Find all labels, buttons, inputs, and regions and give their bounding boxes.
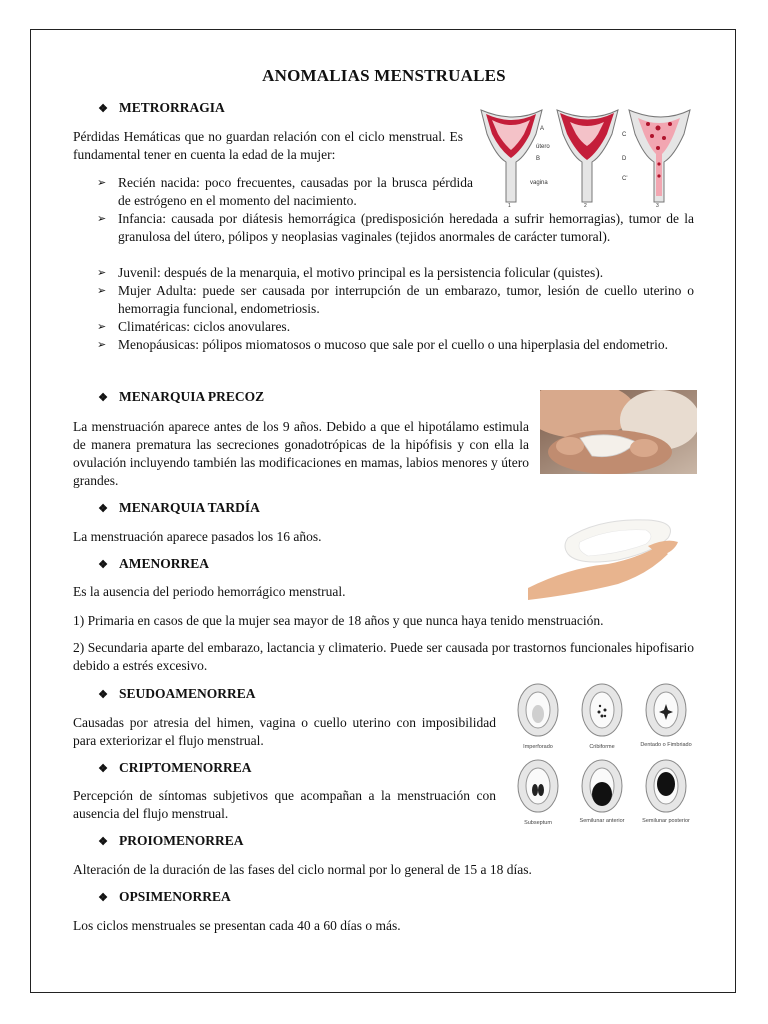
list-item: ➢ Infancia: causada por diátesis hemorrágica (predisposición heredada a sufrir hemorragias), tumor de la granulosa del útero, pólipos y neoplasias vaginales (tejidos anormales de carácter tumoral).	[97, 211, 694, 244]
svg-text:Semilunar anterior: Semilunar anterior	[579, 818, 625, 824]
heading-seudoamenorrea: ❖ SEUDOAMENORREA	[98, 686, 256, 701]
svg-text:vagina: vagina	[530, 180, 548, 186]
svg-text:3: 3	[656, 203, 659, 208]
heading-opsimenorrea: ❖ OPSIMENORREA	[98, 889, 231, 904]
list-item: ➢ Juvenil: después de la menarquia, el motivo principal es la persistencia folicular (quistes).	[97, 265, 604, 280]
heading-proiomenorrea: ❖ PROIOMENORREA	[98, 833, 244, 848]
svg-text:Cribiforme: Cribiforme	[589, 744, 615, 750]
diamond-bullet-icon: ❖	[98, 502, 108, 515]
svg-text:B: B	[536, 156, 541, 162]
arrow-bullet-icon: ➢	[97, 339, 107, 351]
proiomenorrea-text: Alteración de la duración de las fases del ciclo normal por lo general de 15 a 18 días.	[73, 862, 532, 877]
diamond-bullet-icon: ❖	[98, 891, 108, 904]
document-title: ANOMALIAS MENSTRUALES	[262, 66, 506, 85]
svg-text:2: 2	[584, 203, 587, 208]
svg-text:Semilunar posterior: Semilunar posterior	[642, 818, 690, 824]
heading-criptomenorrea: ❖ CRIPTOMENORREA	[98, 760, 252, 775]
svg-text:Subseptum: Subseptum	[524, 820, 552, 826]
metrorragia-intro: Pérdidas Hemáticas que no guardan relación con el ciclo menstrual. Es fundamental tener en cuenta la edad de la mujer:	[73, 129, 463, 162]
photo-hand-with-pad	[528, 498, 698, 600]
svg-text:C': C'	[622, 176, 628, 182]
arrow-bullet-icon: ➢	[97, 321, 107, 333]
diamond-bullet-icon: ❖	[98, 391, 108, 404]
svg-text:útero: útero	[536, 144, 550, 150]
heading-menarquia-precoz: ❖ MENARQUIA PRECOZ	[98, 389, 265, 404]
heading-amenorrea: ❖ AMENORREA	[98, 556, 209, 571]
photo-girl-with-pad	[540, 390, 697, 474]
arrow-bullet-icon: ➢	[97, 267, 107, 279]
list-item: ➢ Menopáusicas: pólipos miomatosos o mucoso que sale por el cuello o una hiperplasia del endometrio.	[97, 337, 669, 352]
hymen-types-figure	[508, 680, 696, 832]
list-item: ➢ Recién nacida: poco frecuentes, causadas por la brusca pérdida de estrógeno en el momento del nacimiento.	[97, 175, 473, 208]
svg-text:Imperforado: Imperforado	[523, 744, 553, 750]
svg-text:Dentado o Fimbriado: Dentado o Fimbriado	[640, 742, 692, 748]
diamond-bullet-icon: ❖	[98, 558, 108, 571]
svg-text:1: 1	[508, 203, 511, 208]
menarquia-precoz-text: La menstruación aparece antes de los 9 años. Debido a que el hipotálamo estimula de manera prematura las secreciones gonadotrópicas de la hipófisis y con ella la ovulación incluyendo también las modificaciones en mamas, labios menores y útero grandes.	[73, 419, 529, 488]
heading-menarquia-tardia: ❖ MENARQUIA TARDÍA	[98, 500, 260, 515]
svg-text:C: C	[622, 132, 627, 138]
opsimenorrea-text: Los ciclos menstruales se presentan cada 40 a 60 días o más.	[73, 918, 401, 933]
list-item: ➢ Climatéricas: ciclos anovulares.	[97, 319, 291, 334]
diamond-bullet-icon: ❖	[98, 762, 108, 775]
criptomenorrea-text: Percepción de síntomas subjetivos que acompañan a la menstruación con ausencia del flujo menstrual.	[73, 788, 496, 821]
arrow-bullet-icon: ➢	[97, 213, 107, 225]
diamond-bullet-icon: ❖	[98, 688, 108, 701]
arrow-bullet-icon: ➢	[97, 177, 107, 189]
menarquia-tardia-text: La menstruación aparece pasados los 16 años.	[73, 529, 322, 544]
list-item: ➢ Mujer Adulta: puede ser causada por interrupción de un embarazo, tumor, lesión de cuello uterino o hemorragia funcional, endometriosis.	[97, 283, 694, 316]
seudoamenorrea-text: Causadas por atresia del himen, vagina o cuello uterino con imposibilidad para exteriorizar el flujo menstrual.	[73, 715, 496, 748]
svg-text:D: D	[622, 156, 627, 162]
amenorrea-secundaria: 2) Secundaria aparte del embarazo, lactancia y climaterio. Puede ser causada por trastornos funcionales hipofisario debido a estrés excesivo.	[73, 640, 694, 673]
diamond-bullet-icon: ❖	[98, 102, 108, 115]
diamond-bullet-icon: ❖	[98, 835, 108, 848]
amenorrea-primaria: 1) Primaria en casos de que la mujer sea mayor de 18 años y que nunca haya tenido menstruación.	[73, 613, 604, 628]
amenorrea-text: Es la ausencia del periodo hemorrágico menstrual.	[73, 584, 346, 599]
arrow-bullet-icon: ➢	[97, 285, 107, 297]
uterus-bleeding-figure	[478, 104, 696, 208]
svg-text:A: A	[540, 126, 545, 132]
heading-metrorragia: ❖ METRORRAGIA	[98, 100, 225, 115]
